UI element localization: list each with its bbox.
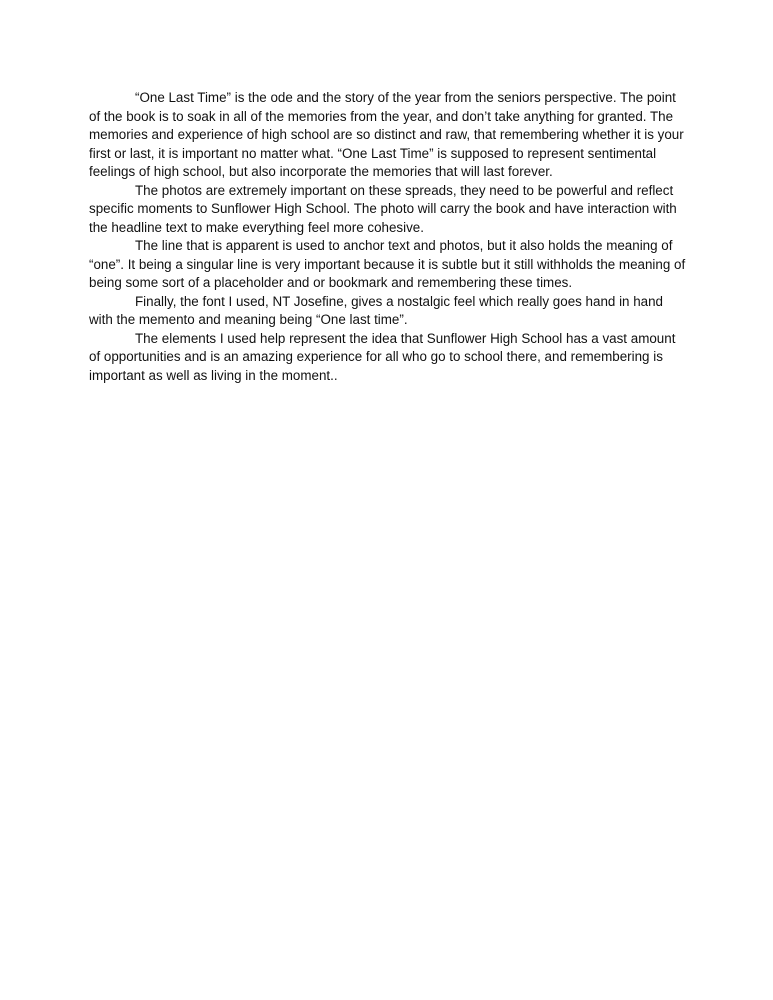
paragraph-5: The elements I used help represent the idea that Sunflower High School has a vast amount of opportunities and is an amazing experience for all who go to school there, and remembering is important as well as living in the moment.. (89, 330, 676, 383)
paragraph-1: “One Last Time” is the ode and the story of the year from the seniors perspective. The point of the book is to soak in all of the memories from the year, and don’t take anything for granted. The memories and experience of high school are so distinct and raw, that remembering whether it is your first or last, it is important no matter what. “One Last Time” is supposed to represent sentimental feelings of high school, but also incorporate the memories that will last forever. (89, 90, 684, 179)
paragraph-3: The line that is apparent is used to anchor text and photos, but it also holds the meaning of “one”. It being a singular line is very important because it is subtle but it still withholds the meaning of being some sort of a placeholder and or bookmark and remembering these times. (89, 238, 686, 290)
body-text (89, 89, 687, 385)
paragraph-2: The photos are extremely important on these spreads, they need to be powerful and reflect specific moments to Sunflower High School. The photo will carry the book and have interaction with the headline text to make everything feel more cohesive. (89, 182, 677, 235)
paragraph-4: Finally, the font I used, NT Josefine, gives a nostalgic feel which really goes hand in hand with the memento and meaning being “One last time”. (89, 293, 663, 327)
